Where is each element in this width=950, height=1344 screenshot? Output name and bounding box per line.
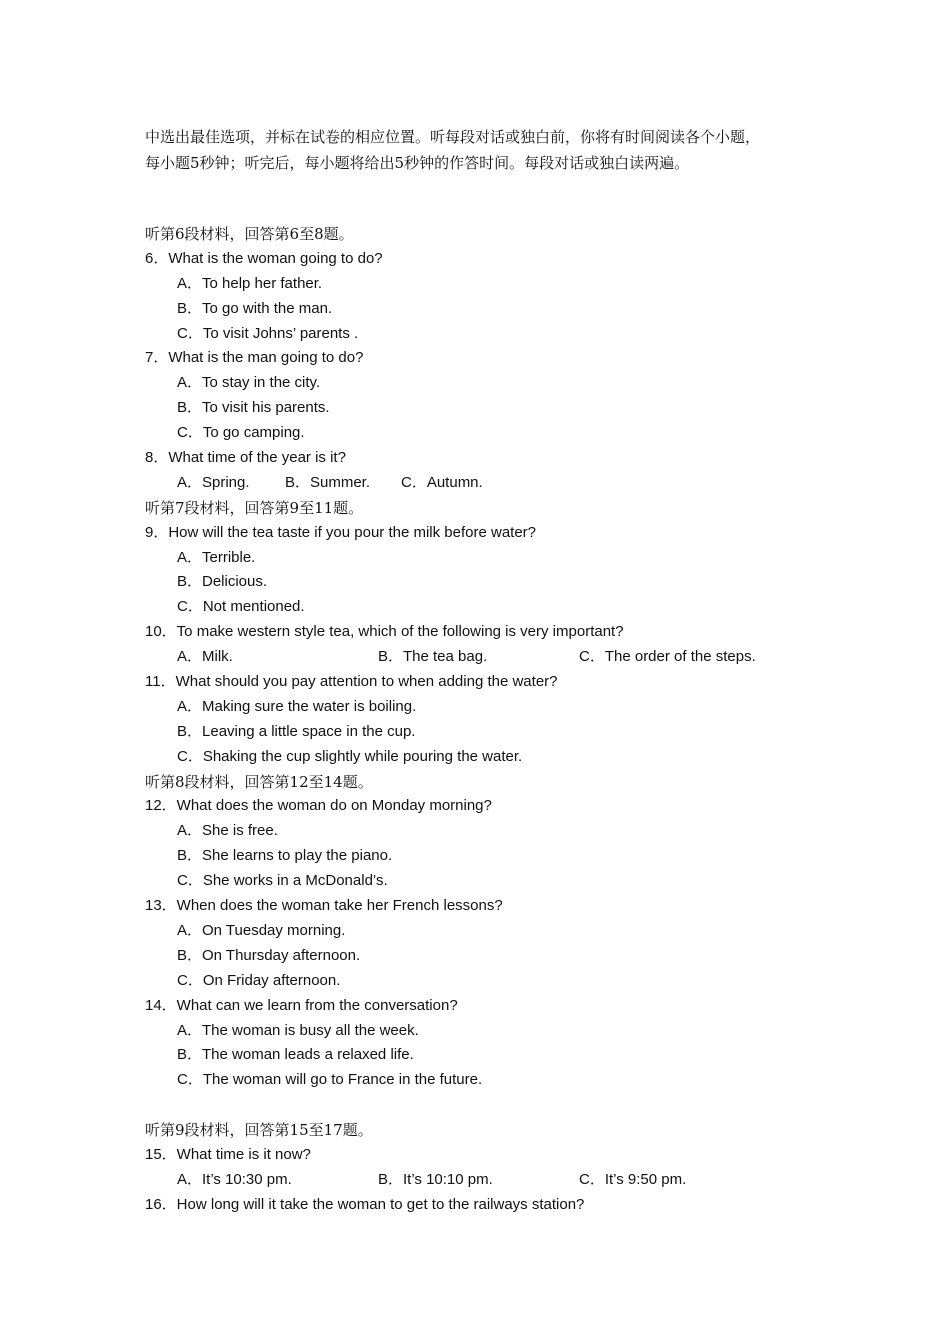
instructions-line-2: 每小题5秒钟；听完后，每小题将给出5秒钟的作答时间。每段对话或独白读两遍。 [145,154,690,172]
question-11-option-a: A．Making sure the water is boiling. [177,697,417,715]
question-12-stem: 12．What does the woman do on Monday morning? [145,797,492,815]
blank-line [145,1093,845,1118]
question-11-option-c: C．Shaking the cup slightly while pouring the water. [177,747,523,765]
section-heading-7: 听第7段材料，回答第9至11题。 [145,498,364,517]
question-15-stem: 15．What time is it now? [145,1146,311,1164]
question-13-stem: 13．When does the woman take her French lessons? [145,897,503,915]
question-15-option-c: C．It’s 9:50 pm. [579,1170,687,1188]
question-8-option-a: A．Spring. [177,473,250,491]
question-12-option-b: B．She learns to play the piano. [177,847,393,865]
question-9-stem: 9．How will the tea taste if you pour the milk before water? [145,523,537,541]
question-12-option-c: C．She works in a McDonald’s. [177,872,388,890]
question-12-option-a: A．She is free. [177,822,278,840]
question-13-option-c: C．On Friday afternoon. [177,971,341,989]
question-10-stem: 10．To make western style tea, which of the following is very important? [145,623,624,641]
question-13-option-b: B．On Thursday afternoon. [177,946,361,964]
question-14-option-c: C．The woman will go to France in the future. [177,1071,483,1089]
question-11-stem: 11．What should you pay attention to when adding the water? [145,673,558,691]
question-6-stem: 6．What is the woman going to do? [145,249,383,267]
question-9-option-a: A．Terrible. [177,548,256,566]
question-6-option-b: B．To go with the man. [177,299,333,317]
question-14-stem: 14．What can we learn from the conversation? [145,996,458,1014]
question-10-option-c: C．The order of the steps. [579,648,756,666]
question-16-stem: 16．How long will it take the woman to get to the railways station? [145,1195,585,1213]
question-15-options [145,1168,845,1193]
question-8-option-b: B．Summer. [285,473,371,491]
question-10-option-a: A．Milk. [177,648,233,666]
question-13-option-a: A．On Tuesday morning. [177,921,346,939]
instructions [145,124,825,176]
question-14-option-b: B．The woman leads a relaxed life. [177,1046,414,1064]
question-9-option-b: B．Delicious. [177,573,268,591]
question-10-options [145,645,845,670]
question-15-option-b: B．It’s 10:10 pm. [378,1170,493,1188]
question-9-option-c: C．Not mentioned. [177,598,305,616]
question-7-option-a: A．To stay in the city. [177,374,321,392]
question-8-options [145,471,845,496]
question-7-stem: 7．What is the man going to do? [145,349,364,367]
instructions-line-1: 中选出最佳选项，并标在试卷的相应位置。听每段对话或独白前，你将有时间阅读各个小题， [145,128,761,146]
question-10-option-b: B．The tea bag. [378,648,488,666]
section-heading-9: 听第9段材料，回答第15至17题。 [145,1121,373,1140]
question-11-option-b: B．Leaving a little space in the cup. [177,722,416,740]
question-14-option-a: A．The woman is busy all the week. [177,1021,419,1039]
question-8-stem: 8．What time of the year is it? [145,449,346,467]
question-15-option-a: A．It’s 10:30 pm. [177,1170,292,1188]
questions-body [145,222,845,1218]
section-heading-6: 听第6段材料，回答第6至8题。 [145,225,354,243]
question-6-option-c: C．To visit Johns’ parents . [177,324,359,342]
question-8-option-c: C．Autumn. [401,473,483,491]
question-7-option-c: C．To go camping. [177,424,305,442]
question-6-option-a: A．To help her father. [177,274,323,292]
question-7-option-b: B．To visit his parents. [177,399,330,417]
section-heading-8: 听第8段材料，回答第12至14题。 [145,772,373,791]
